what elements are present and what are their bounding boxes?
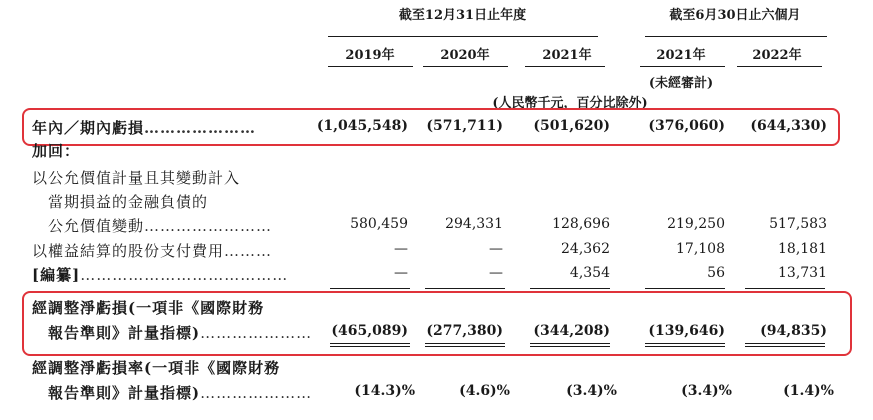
year-rule-2020 [423, 66, 508, 67]
year-rule-2022h [737, 66, 822, 67]
year-rule-2021h [640, 66, 725, 67]
adj-rate-2021: (3.4)% [566, 383, 617, 399]
total-double-rule-2021 [530, 343, 610, 347]
loss-2022h: (644,330) [750, 118, 827, 134]
adj-loss-2022h: (94,835) [760, 323, 827, 339]
adj-loss-label-line2: 報告準則》計量指標)………………… [48, 324, 313, 342]
adj-rate-2020: (4.6)% [459, 383, 510, 399]
redacted-2020: — [489, 265, 503, 281]
share-2021h: 17,108 [676, 241, 725, 257]
subtotal-rule-2021 [530, 288, 610, 289]
fv-label-line2: 當期損益的金融負債的 [48, 193, 209, 211]
share-2021: 24,362 [561, 241, 610, 257]
unaudited-note: (未經審計) [648, 76, 714, 91]
subtotal-rule-2020 [425, 288, 505, 289]
adj-loss-label-line1: 經調整淨虧損(一項非《國際財務 [32, 299, 265, 317]
fv-label-line3: 公允價值變動…………………… [48, 217, 273, 235]
loss-label: 年內／期內虧損………………… [32, 119, 257, 137]
total-double-rule-2020 [425, 343, 505, 347]
adj-loss-2020: (277,380) [426, 323, 503, 339]
share-2019: — [394, 241, 408, 257]
fv-2022h: 517,583 [769, 216, 827, 232]
redacted-2021: 4,354 [569, 265, 610, 281]
year-2022-half: 2022年 [752, 48, 802, 63]
adj-loss-2019: (465,089) [331, 323, 408, 339]
year-2019: 2019年 [345, 48, 395, 63]
fv-2019: 580,459 [350, 216, 408, 232]
period-header-year: 截至12月31日止年度 [398, 8, 527, 23]
loss-2020: (571,711) [426, 118, 503, 134]
adj-rate-2021h: (3.4)% [681, 383, 732, 399]
redacted-2021h: 56 [707, 265, 725, 281]
period-header-six-rule [645, 36, 827, 37]
fv-label-line1: 以公允價值計量且其變動計入 [32, 169, 241, 187]
share-label: 以權益結算的股份支付費用……… [32, 242, 273, 260]
total-double-rule-2022h [745, 343, 825, 347]
loss-2019: (1,045,548) [316, 118, 408, 134]
redacted-2019: — [394, 265, 408, 281]
adj-loss-2021: (344,208) [533, 323, 610, 339]
adj-rate-2022h: (1.4)% [783, 383, 834, 399]
total-double-rule-2019 [330, 343, 410, 347]
year-2021-half: 2021年 [656, 48, 706, 63]
share-2020: — [489, 241, 503, 257]
year-2020: 2020年 [440, 48, 490, 63]
loss-2021: (501,620) [533, 118, 610, 134]
redacted-2022h: 13,731 [778, 265, 827, 281]
period-header-year-rule [328, 36, 598, 37]
fv-2021: 128,696 [552, 216, 610, 232]
redacted-label: [編纂]………………………………… [32, 266, 289, 284]
adj-rate-label-line1: 經調整淨虧損率(一項非《國際財務 [32, 359, 281, 377]
add-back-label: 加回： [32, 142, 81, 160]
total-double-rule-2021h [645, 343, 725, 347]
fv-2021h: 219,250 [667, 216, 725, 232]
subtotal-rule-2021h [645, 288, 725, 289]
loss-2021h: (376,060) [648, 118, 725, 134]
fv-2020: 294,331 [445, 216, 503, 232]
adj-loss-2021h: (139,646) [648, 323, 725, 339]
share-2022h: 18,181 [778, 241, 827, 257]
adj-rate-label-line2: 報告準則》計量指標)………………… [48, 384, 313, 402]
subtotal-rule-2019 [330, 288, 410, 289]
year-rule-2021 [525, 66, 605, 67]
period-header-six-months: 截至6月30日止六個月 [669, 8, 801, 23]
year-2021-annual: 2021年 [542, 48, 592, 63]
adj-rate-2019: (14.3)% [354, 383, 415, 399]
year-rule-2019 [328, 66, 413, 67]
unit-note: (人民幣千元，百分比除外) [492, 96, 648, 111]
subtotal-rule-2022h [745, 288, 825, 289]
